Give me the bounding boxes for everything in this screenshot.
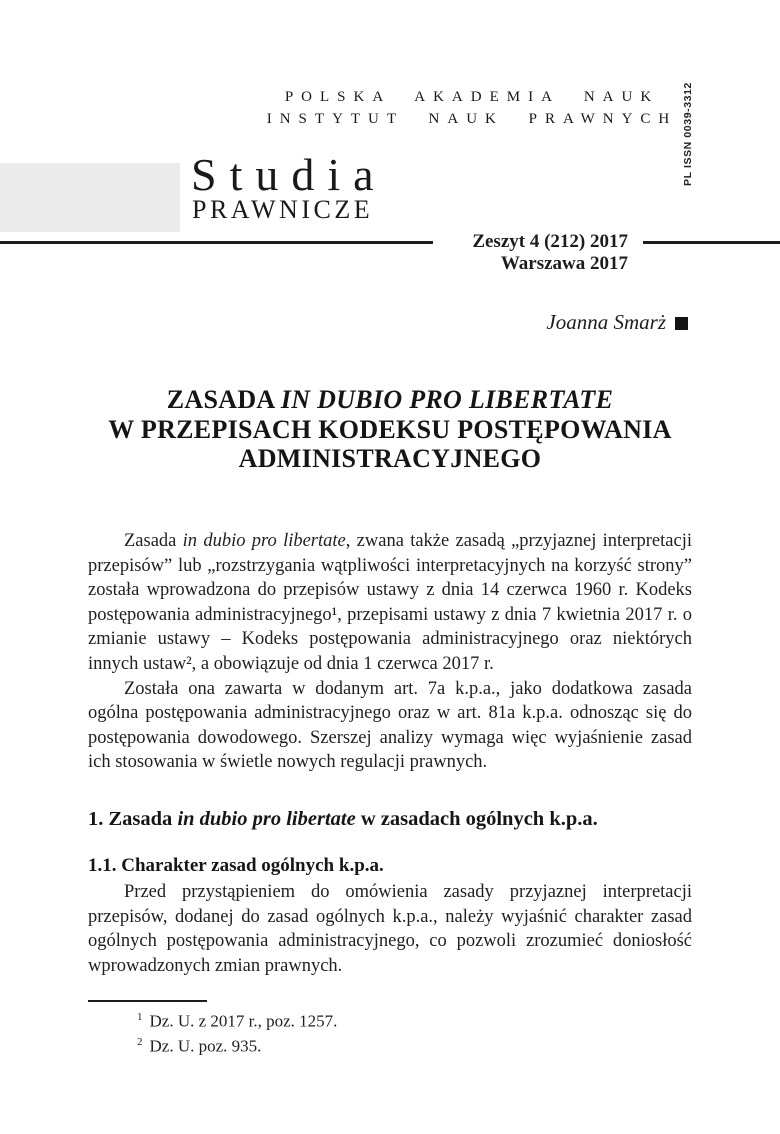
section-1-suffix: w zasadach ogólnych k.p.a. bbox=[355, 808, 598, 830]
institution-line2: INSTYTUT NAUK PRAWNYCH bbox=[266, 111, 678, 127]
section-heading-1-1: 1.1. Charakter zasad ogólnych k.p.a. bbox=[88, 855, 384, 876]
journal-title-line1: Studia bbox=[191, 149, 387, 200]
footnote-2-marker: 2 bbox=[137, 1036, 143, 1049]
footnote-1-marker: 1 bbox=[137, 1011, 143, 1023]
paragraph-3: Przed przystąpieniem do omówienia zasady przyjaznej interpretacji przepisów, dodanej do zasad ogólnych k.p.a., należy wyjaśnić charakter zasad ogólnych postępowania administracyjnego, co pozwoli zrozumieć doniosłość wprowadzonych zmian prawnych. bbox=[88, 882, 692, 976]
section-1-prefix: 1. Zasada bbox=[88, 808, 178, 830]
paragraph-1-rest: , zwana także zasadą „przyjaznej interpretacji przepisów” lub „rozstrzygania wątpliwości interpretacyjnych na korzyść strony” została wprowadzona do przepisów ustawy z dnia 14 czerwca 1960 r. Kodeks postępowania administracyjnego¹, przepisami ustawy z dnia 7 kwietnia 2017 r. o zmianie ustawy – Kodeks postępowania administracyjnego oraz niektórych innych ustaw², a obowiązuje od dnia 1 czerwca 2017 r. bbox=[88, 531, 692, 674]
section-heading-1 bbox=[88, 808, 728, 831]
footnote-1 bbox=[88, 1007, 692, 1032]
author-line bbox=[546, 310, 688, 335]
paragraph-1 bbox=[88, 529, 692, 677]
section-1-latin-phrase: in dubio pro libertate bbox=[177, 808, 356, 830]
article-title-line1 bbox=[50, 385, 730, 415]
footnote-2-text: Dz. U. poz. 935. bbox=[149, 1036, 262, 1056]
institution-header bbox=[180, 86, 764, 130]
header-rule-left bbox=[0, 241, 433, 244]
title-line1-italic: IN DUBIO PRO LIBERTATE bbox=[280, 385, 614, 414]
footnote-separator bbox=[88, 1000, 207, 1002]
masthead-gray-box bbox=[0, 163, 180, 232]
section-1-1-text-block bbox=[88, 880, 692, 978]
intro-text-block bbox=[88, 529, 692, 775]
footnote-1-text: Dz. U. z 2017 r., poz. 1257. bbox=[149, 1011, 338, 1031]
author-marker-square bbox=[675, 317, 688, 330]
paragraph-2: Została ona zawarta w dodanym art. 7a k.p.a., jako dodatkowa zasada ogólna postępowania administracyjnego oraz w art. 81a k.p.a. odnosząc się do postępowania dowodowego. Szerszej analizy wymaga więc wyjaśnienie zasad ich stosowania w świetle nowych regulacji prawnych. bbox=[88, 678, 692, 773]
author-name: Joanna Smarż bbox=[546, 310, 666, 334]
article-title-line3: ADMINISTRACYJNEGO bbox=[238, 444, 542, 473]
issue-info bbox=[472, 231, 628, 274]
footnotes-block bbox=[88, 1007, 692, 1057]
paragraph-1-lead: Zasada bbox=[124, 531, 183, 551]
footnote-2 bbox=[88, 1032, 692, 1057]
paragraph-1-latin-phrase: in dubio pro libertate bbox=[182, 531, 346, 551]
title-line1-roman: ZASADA bbox=[166, 385, 281, 414]
journal-title-line2: PRAWNICZE bbox=[192, 195, 374, 224]
header-rule-right bbox=[643, 241, 780, 244]
issue-place-year: Warszawa 2017 bbox=[500, 252, 628, 274]
article-title-line2: W PRZEPISACH KODEKSU POSTĘPOWANIA bbox=[108, 414, 672, 444]
article-title bbox=[50, 385, 730, 474]
institution-line1: POLSKA AKADEMIA NAUK bbox=[284, 89, 660, 105]
issn-vertical-label: PL ISSN 0039-3312 bbox=[682, 82, 694, 186]
issue-number: Zeszyt 4 (212) 2017 bbox=[472, 231, 628, 252]
